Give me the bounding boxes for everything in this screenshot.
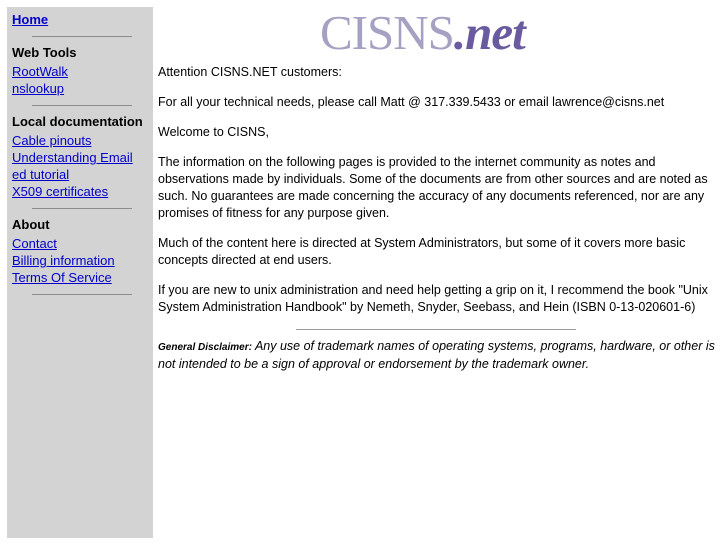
disclaimer-label: General Disclaimer: <box>158 342 252 353</box>
sidebar-link-nslookup[interactable]: nslookup <box>12 81 65 96</box>
paragraph-contact-info: For all your technical needs, please call Matt @ 317.339.5433 or email lawrence@cisns.net <box>158 95 665 109</box>
sidebar <box>7 7 153 538</box>
sidebar-divider <box>32 208 132 209</box>
logo-tld-text: .net <box>453 5 525 60</box>
disclaimer <box>158 338 716 373</box>
sidebar-link-contact[interactable]: Contact <box>12 236 57 251</box>
content-divider <box>296 329 576 330</box>
logo-base-text: CISNS <box>320 5 454 60</box>
sidebar-link-billing-information[interactable]: Billing information <box>12 253 115 268</box>
site-logo[interactable] <box>320 4 525 58</box>
sidebar-link-understanding-email[interactable]: Understanding Email <box>12 150 133 165</box>
sidebar-link-terms-of-service[interactable]: Terms Of Service <box>12 270 112 285</box>
sidebar-link-cable-pinouts[interactable]: Cable pinouts <box>12 133 92 148</box>
paragraph-info: The information on the following pages is provided to the internet community as notes and observations made by individuals. Some of the documents are from other sources and are noted as such. No guarantees are made concerning the accuracy of any documents referenced, nor are any promises of fitness for any purpose given. <box>158 155 708 220</box>
paragraph-attention: Attention CISNS.NET customers: <box>158 65 342 79</box>
sidebar-heading-about: About <box>12 217 50 232</box>
sidebar-link-home[interactable]: Home <box>12 12 49 27</box>
sidebar-divider <box>32 36 132 37</box>
sidebar-heading-local-documentation: Local documentation <box>12 114 143 129</box>
main-content <box>158 64 716 386</box>
paragraph-welcome: Welcome to CISNS, <box>158 125 269 139</box>
paragraph-book-recommendation: If you are new to unix administration and need help getting a grip on it, I recommend the book "Unix System Administration Handbook" by Nemeth, Snyder, Seebass, and Hein (ISBN 0-13-020601-6) <box>158 283 708 314</box>
disclaimer-text: Any use of trademark names of operating systems, programs, hardware, or other is not intended to be a sign of approval or endorsement by the trademark owner. <box>158 339 715 371</box>
sidebar-link-rootwalk[interactable]: RootWalk <box>12 64 68 79</box>
sidebar-divider <box>32 294 132 295</box>
sidebar-link-ed-tutorial[interactable]: ed tutorial <box>12 167 70 182</box>
paragraph-audience: Much of the content here is directed at System Administrators, but some of it covers more basic concepts directed at end users. <box>158 236 686 267</box>
sidebar-link-x509-certificates[interactable]: X509 certificates <box>12 184 109 199</box>
sidebar-divider <box>32 105 132 106</box>
sidebar-heading-web-tools: Web Tools <box>12 45 77 60</box>
